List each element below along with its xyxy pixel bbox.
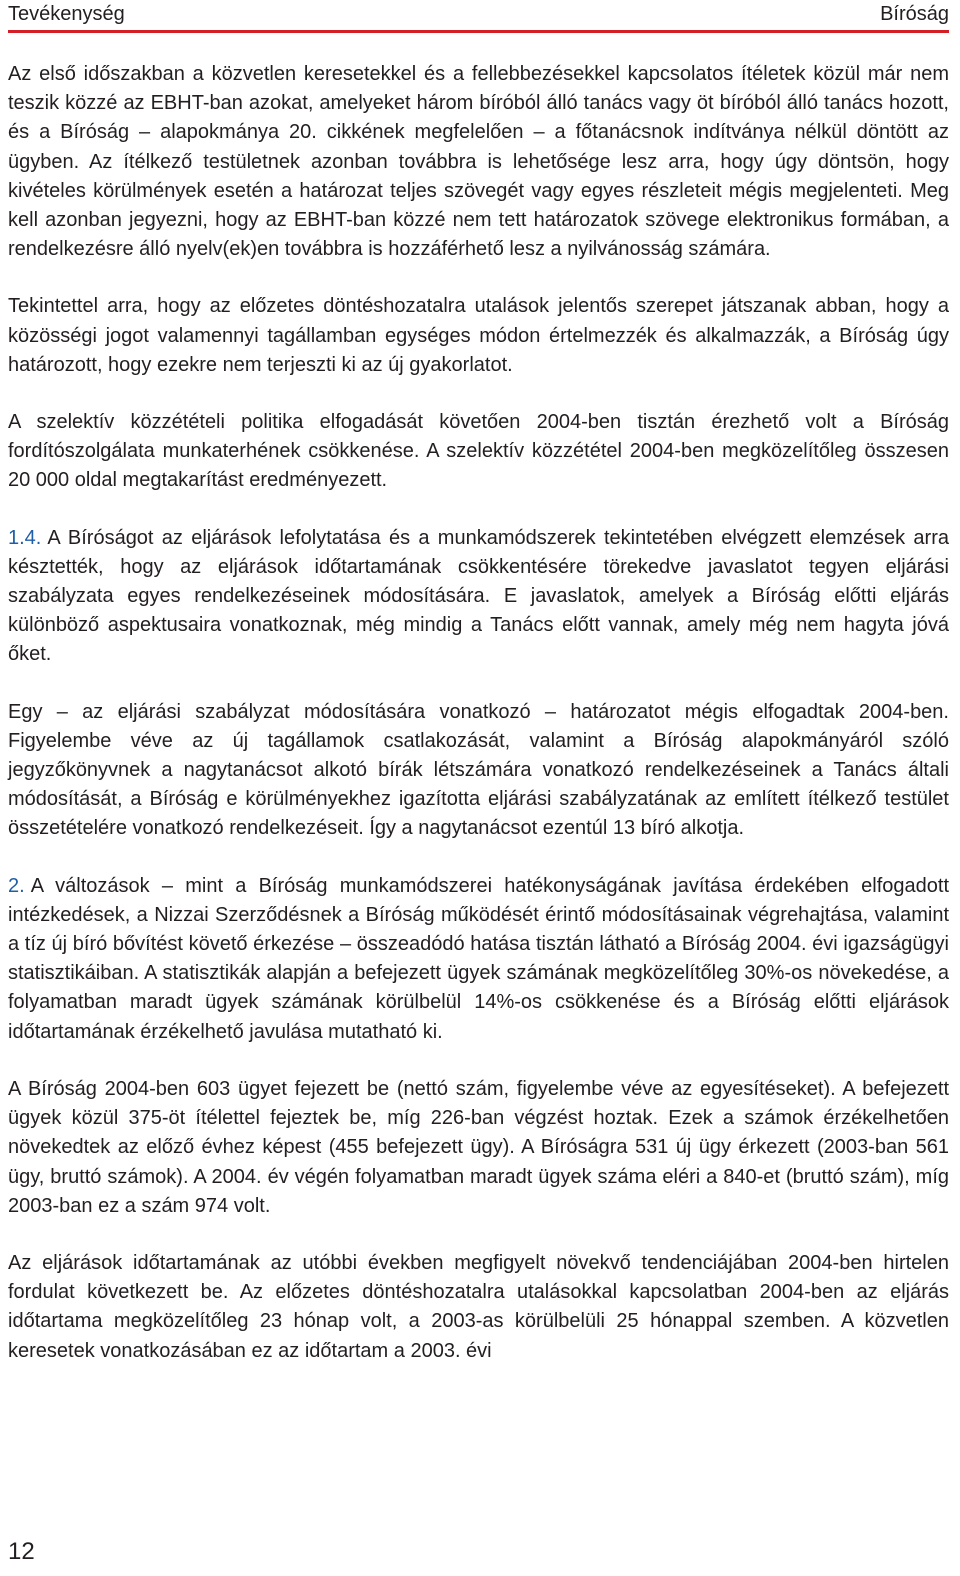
section-number: 1.4. xyxy=(8,526,42,549)
running-header xyxy=(8,0,949,31)
paragraph-text: A változások – mint a Bíróság munkamódszerei hatékonyságának javítása érdekében elfogadott intézkedések, a Nizzai Szerződésnek a Bíróság működését érintő módosításainak végrehajtása, valamint a tíz új bíró bővítést követő érkezése – összeadódó hatása tisztán látható a Bíróság 2004. évi igazságügyi statisztikáiban. A statisztikák alapján a befejezett ügyek számának megközelítőleg 30%-os növekedése, a folyamatban maradt ügyek számának körülbelül 14%-os csökkenése és a Bíróság előtti eljárások időtartamának érzékelhető javulása mutatható ki. xyxy=(8,874,949,1043)
paragraph-text: Egy – az eljárási szabályzat módosítására vonatkozó – határozatot mégis elfogadtak 2004-ben. Figyelembe véve az új tagállamok csatlakozását, valamint a Bíróság alapokmányáról szóló jegyzőkönyvnek a nagytanácsot alkotó bírák létszámára vonatkozó rendelkezéseinek a Tanács általi módosítását, a Bíróság e körülményekhez igazította eljárási szabályzatának az említett ítélkező testület összetételére vonatkozó rendelkezéseit. Így a nagytanácsot ezentúl 13 bíró alkotja. xyxy=(8,700,949,840)
paragraph-text: A Bíróságot az eljárások lefolytatása és a munkamódszerek tekintetében elvégzett elemzések arra késztették, hogy az eljárások időtartamának csökkentésére törekedve javaslatot tegyen eljárási szabályzata egyes rendelkezéseinek módosítására. E javaslatok, amelyek a Bíróság előtti eljárás különböző aspektusaira vonatkoznak, még mindig a Tanács előtt vannak, amely még nem hagyta jóvá őket. xyxy=(8,526,949,666)
paragraph-selective-publication xyxy=(8,60,949,264)
paragraph-case-statistics xyxy=(8,1075,949,1221)
paragraph-text: Az eljárások időtartamának az utóbbi években megfigyelt növekvő tendenciájában 2004-ben hirtelen fordulat következett be. Az előzetes döntéshozatalra utalásokkal kapcsolatban 2004-ben az eljárás időtartama megközelítőleg 23 hónap volt, a 2003-as körülbelüli 25 hónappal szemben. A közvetlen keresetek vonatkozásában ez az időtartam a 2003. évi xyxy=(8,1251,949,1362)
paragraph-translation-savings xyxy=(8,408,949,496)
paragraph-section-2 xyxy=(8,872,949,1047)
header-divider xyxy=(8,30,949,33)
paragraph-rules-amendment xyxy=(8,698,949,844)
paragraph-section-1-4 xyxy=(8,524,949,670)
paragraph-text: Az első időszakban a közvetlen keresetekkel és a fellebbezésekkel kapcsolatos ítéletek közül már nem teszik közzé az EBHT-ban azokat, amelyeket három bíróból álló tanács vagy öt bíróból álló tanács hozott, és a Bíróság – alapokmánya 20. cikkének megfelelően – a főtanácsnok indítványa nélkül döntött az ügyben. Az ítélkező testületnek azonban továbbra is lehetősége lesz arra, hogy úgy döntsön, hogy kivételes körülmények esetén a határozat teljes szövegét vagy egyes részleteit mégis megjelenteti. Meg kell azonban jegyezni, hogy az EBHT-ban közzé nem tett határozatok szövege elektronikus formában, a rendelkezésre álló nyelv(ek)en továbbra is hozzáférhető lesz a nyilvánosság számára. xyxy=(8,63,949,261)
paragraph-procedure-duration xyxy=(8,1249,949,1366)
body-text xyxy=(8,60,949,1394)
paragraph-text: A Bíróság 2004-ben 603 ügyet fejezett be (nettó szám, figyelembe véve az egyesítéseket). A befejezett ügyek közül 375-öt ítélettel fejeztek be, míg 226-ban végzést hoztak. Ezek a számok érzékelhetően növekedtek az előző évhez képest (455 befejezett ügy). A Bíróságra 531 új ügy érkezett (2003-ban 561 ügy, bruttó számok). A 2004. év végén folyamatban maradt ügyek száma eléri a 840-et (bruttó szám), míg 2003-ban ez a szám 974 volt. xyxy=(8,1077,949,1217)
section-number: 2. xyxy=(8,874,25,897)
paragraph-preliminary-rulings xyxy=(8,292,949,380)
header-institution: Bíróság xyxy=(880,3,949,25)
header-section-title: Tevékenység xyxy=(8,3,125,25)
page-number: 12 xyxy=(8,1538,35,1565)
paragraph-text: A szelektív közzétételi politika elfogadását követően 2004-ben tisztán érezhető volt a Bíróság fordítószolgálata munkaterhének csökkenése. A szelektív közzététel 2004-ben megközelítőleg összesen 20 000 oldal megtakarítást eredményezett. xyxy=(8,411,949,492)
paragraph-text: Tekintettel arra, hogy az előzetes döntéshozatalra utalások jelentős szerepet játszanak abban, hogy a közösségi jogot valamennyi tagállamban egységes módon értelmezzék és alkalmazzák, a Bíróság úgy határozott, hogy ezekre nem terjeszti ki az új gyakorlatot. xyxy=(8,295,949,376)
